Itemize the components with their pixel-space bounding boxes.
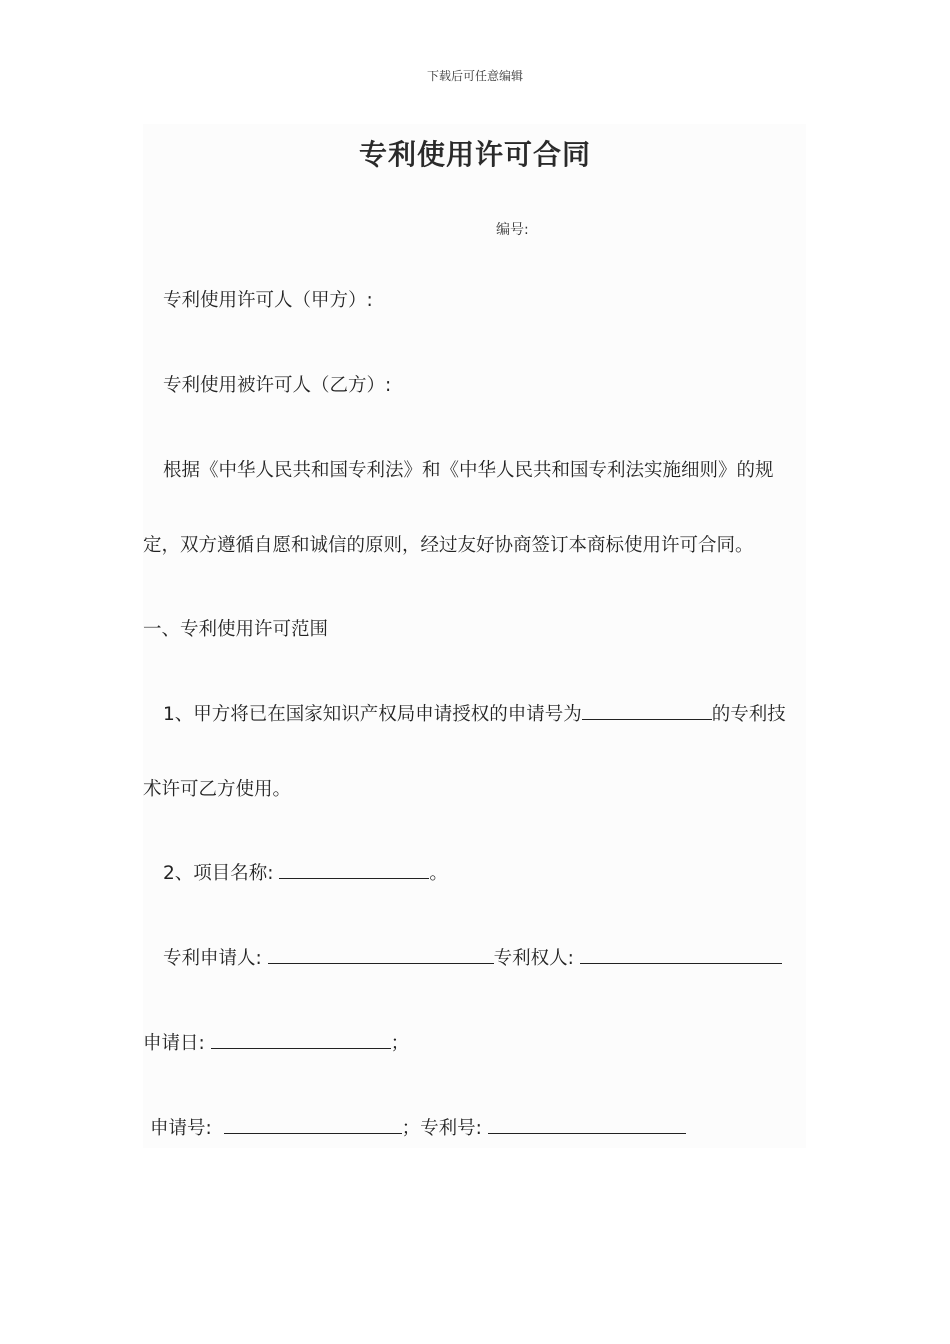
application-date-line — [143, 1029, 409, 1055]
clause-1-line-1 — [163, 700, 786, 726]
patent-number-blank[interactable] — [488, 1115, 686, 1134]
preamble-line-1: 根据《中华人民共和国专利法》和《中华人民共和国专利法实施细则》的规 — [163, 460, 774, 481]
preamble-line-2: 定，双方遵循自愿和诚信的原则，经过友好协商签订本商标使用许可合同。 — [143, 535, 754, 556]
patent-applicant-blank[interactable] — [268, 945, 494, 964]
patent-applicant-label: 专利申请人: — [163, 948, 262, 969]
patent-number-label: 专利号: — [420, 1118, 482, 1139]
project-name-blank[interactable] — [279, 860, 429, 879]
application-number-label: 申请号: — [150, 1118, 212, 1139]
application-patent-number-line — [150, 1114, 686, 1140]
page-header-note: 下载后可任意编辑 — [426, 69, 523, 83]
application-number-field-blank[interactable] — [224, 1115, 402, 1134]
application-number-blank[interactable] — [582, 701, 712, 720]
application-date-end: ； — [390, 1033, 410, 1054]
section-1-heading: 一、专利使用许可范围 — [143, 619, 329, 640]
clause-1-text-end: 的专利技 — [711, 704, 786, 725]
application-date-label: 申请日: — [143, 1033, 205, 1054]
clause-1-text: 1、甲方将已在国家知识产权局申请授权的申请号为 — [163, 704, 582, 725]
application-date-blank[interactable] — [211, 1030, 391, 1049]
licensor-line: 专利使用许可人（甲方）: — [163, 290, 373, 311]
applicant-owner-line — [163, 944, 782, 970]
clause-2-end: 。 — [429, 863, 448, 884]
clause-2-line — [163, 859, 448, 885]
number-separator: ； — [401, 1118, 421, 1139]
document-number-label: 编号: — [496, 222, 529, 238]
document-title: 专利使用许可合同 — [358, 138, 591, 171]
patent-owner-label: 专利权人: — [493, 948, 574, 969]
licensee-line: 专利使用被许可人（乙方）: — [163, 375, 392, 396]
clause-1-line-2: 术许可乙方使用。 — [143, 779, 292, 800]
patent-owner-blank[interactable] — [580, 945, 782, 964]
project-name-label: 2、项目名称: — [163, 863, 274, 884]
